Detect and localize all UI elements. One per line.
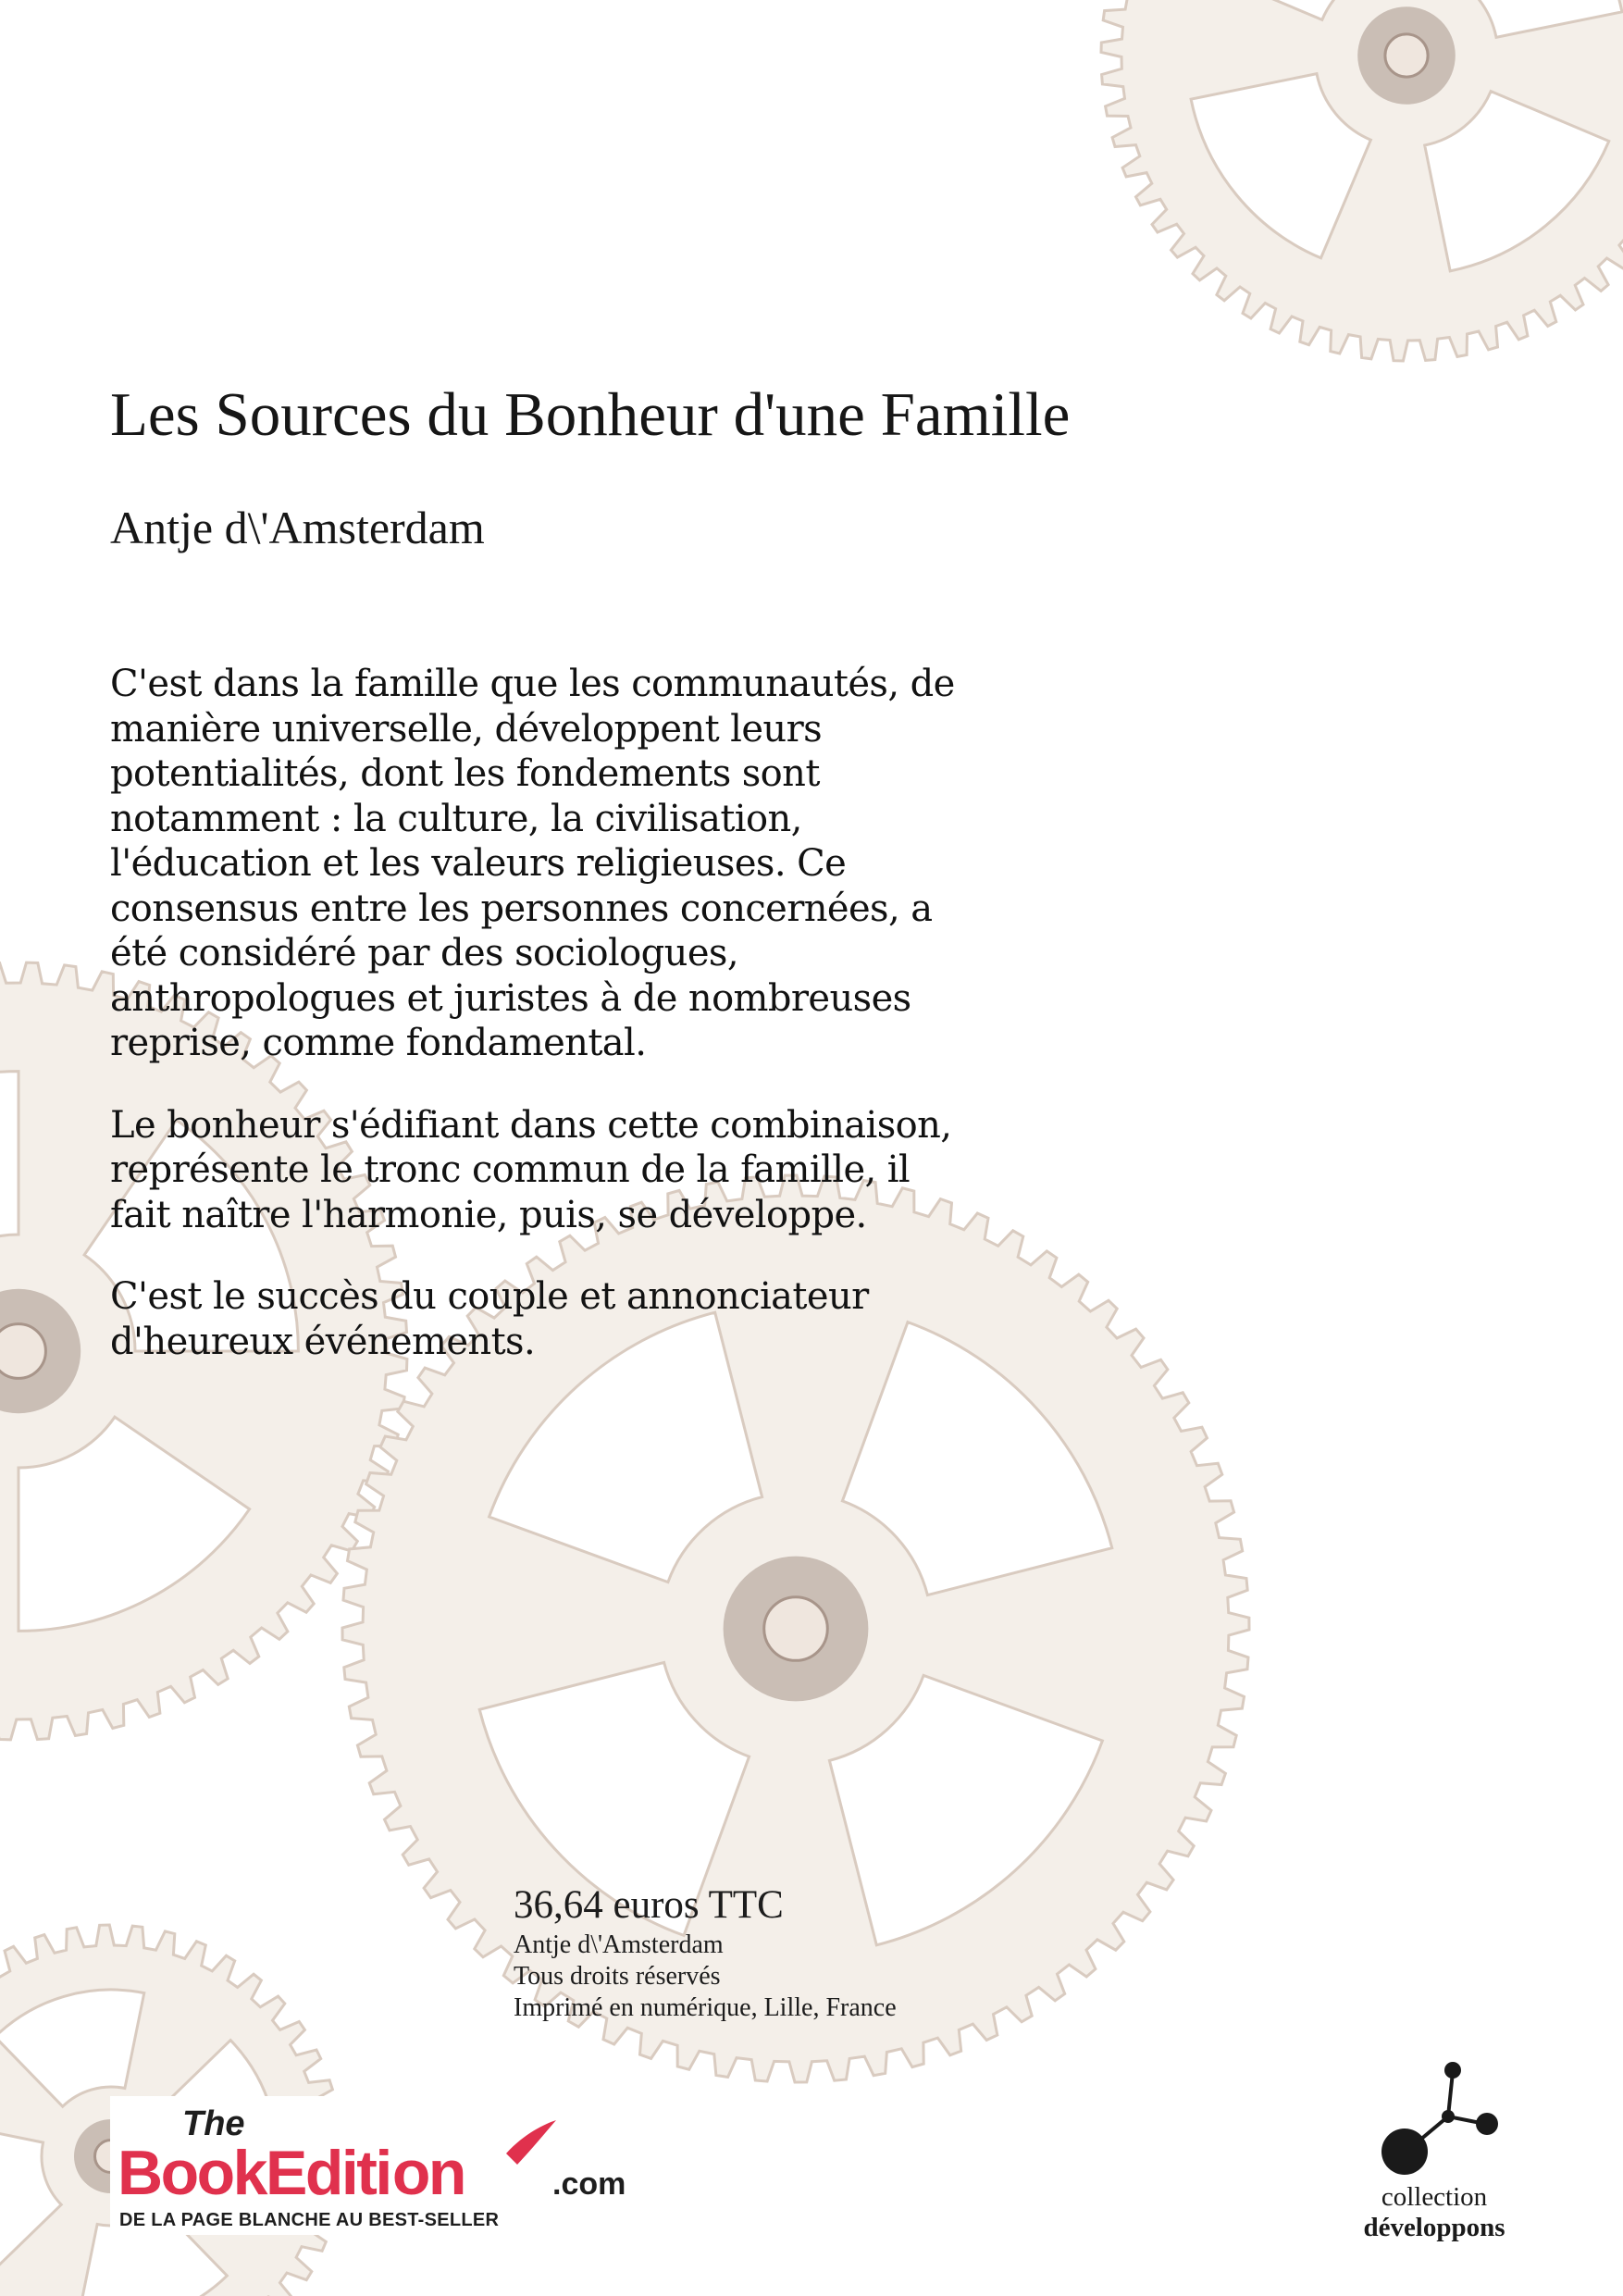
blurb-line: été considéré par des sociologues, xyxy=(110,932,738,974)
book-title: Les Sources du Bonheur d'une Famille xyxy=(110,380,1071,449)
collection-word: collection xyxy=(1381,2182,1488,2212)
logo-book-text: BookEditi xyxy=(118,2138,390,2208)
thebookedition-logo xyxy=(110,2096,651,2235)
book-author: Antje d\'Amsterdam xyxy=(110,502,485,553)
logo-n-text: n xyxy=(427,2138,465,2208)
blurb-line: d'heureux événements. xyxy=(110,1320,536,1363)
price: 36,64 euros TTC xyxy=(514,1883,784,1927)
colophon-printed: Imprimé en numérique, Lille, France xyxy=(514,1993,897,2022)
collection-molecule-icon xyxy=(1360,2059,1508,2179)
collection-name: développons xyxy=(1363,2213,1505,2242)
blurb-line: C'est dans la famille que les communautés, de xyxy=(110,663,955,705)
blurb-line: consensus entre les personnes concernées, a xyxy=(110,887,933,930)
gear-top-right xyxy=(1101,0,1623,361)
collection-label xyxy=(1314,2182,1555,2243)
colophon-author: Antje d\'Amsterdam xyxy=(514,1930,724,1959)
blurb-line: anthropologues et juristes à de nombreuses xyxy=(110,976,911,1020)
blurb-line: manière universelle, développent leurs xyxy=(110,707,823,751)
blurb-line: potentialités, dont les fondements sont xyxy=(110,752,820,795)
blurb-paragraph xyxy=(110,1274,1258,1364)
blurb-line: notamment : la culture, la civilisation, xyxy=(110,797,802,840)
blurb-line: C'est le succès du couple et annonciateur xyxy=(110,1275,869,1318)
blurb-line: l'éducation et les valeurs religieuses. Ce xyxy=(110,842,847,885)
blurb-line: représente le tronc commun de la famille, il xyxy=(110,1148,911,1191)
logo-wordmark xyxy=(118,2138,465,2208)
logo-tagline: DE LA PAGE BLANCHE AU BEST-SELLER xyxy=(119,2210,500,2230)
colophon-rights: Tous droits réservés xyxy=(514,1962,721,1991)
blurb-line: Le bonheur s'édifiant dans cette combinaison, xyxy=(110,1103,952,1147)
back-cover-blurb xyxy=(110,662,1258,1401)
logo-o-space: o xyxy=(391,2138,428,2208)
blurb-paragraph xyxy=(110,662,1258,1066)
colophon xyxy=(514,1881,897,2024)
blurb-paragraph xyxy=(110,1103,1258,1238)
blurb-line: fait naître l'harmonie, puis, se développe. xyxy=(110,1193,867,1236)
blurb-line: reprise, comme fondamental. xyxy=(110,1022,647,1064)
logo-dotcom: .com xyxy=(552,2166,626,2202)
logo-the: The xyxy=(182,2104,245,2143)
